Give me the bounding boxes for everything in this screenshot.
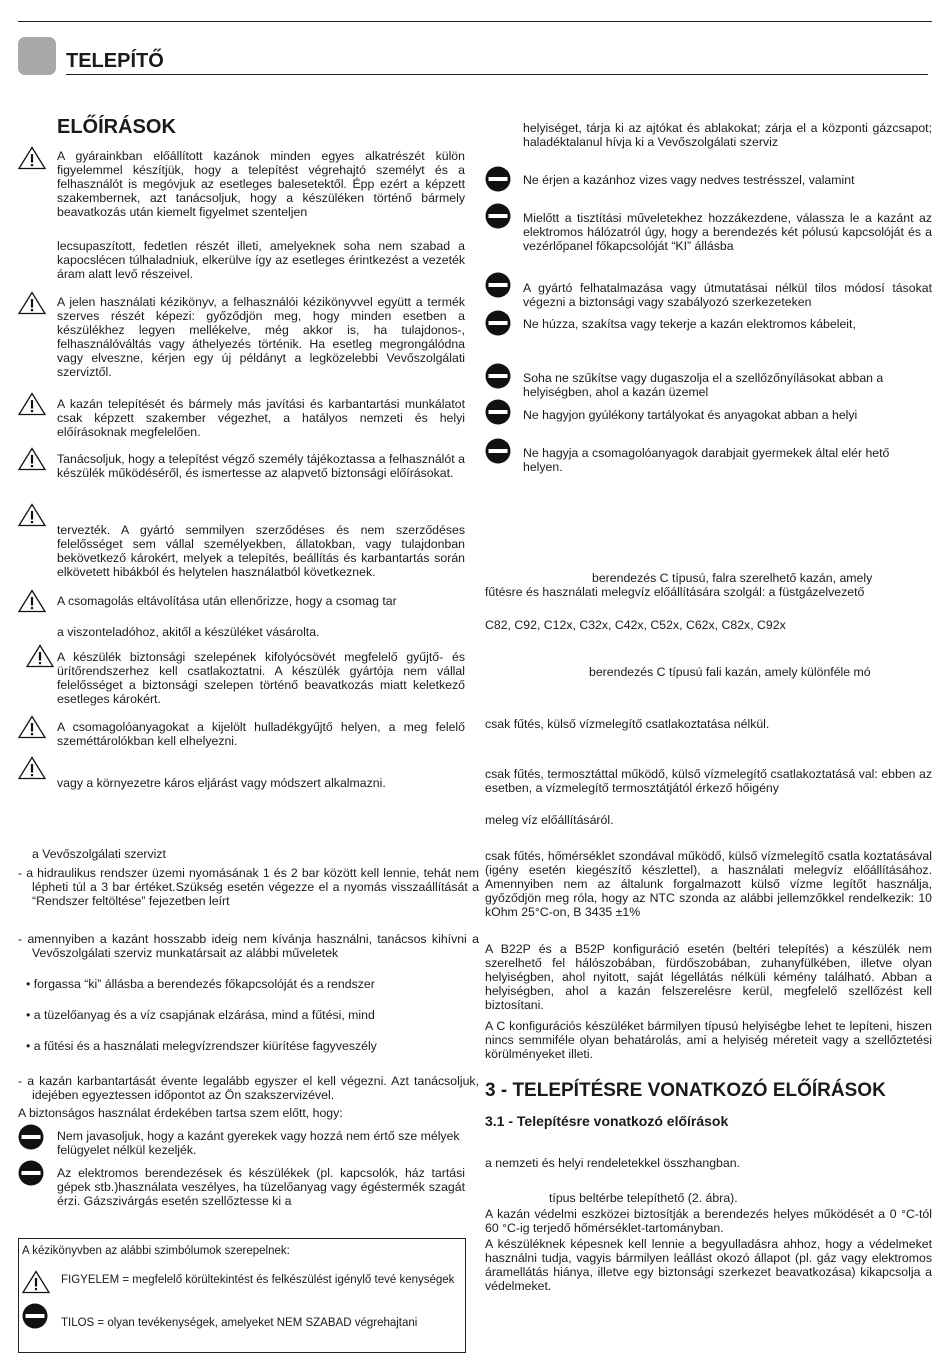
- warning-icon: [22, 1270, 50, 1294]
- forbidden-icon: [485, 399, 511, 425]
- list-subitem: • forgassa “ki” állásba a berendezés főkapcsolóját és a rendszer: [26, 977, 375, 991]
- paragraph: A biztonságos használat érdekében tartsa szem előtt, hogy:: [18, 1106, 343, 1120]
- subsection-heading-3-1: 3.1 - Telepítésre vonatkozó előírások: [485, 1113, 729, 1129]
- list-subitem: • a fűtési és a használati melegvízrendszer kiürítése fagyveszély: [26, 1039, 377, 1053]
- paragraph: A gyártó felhatalmazása vagy útmutatásai nélkül tilos módosí tásokat végezni a biztonsági vagy szabályozó szerkezeteken: [523, 281, 932, 309]
- warning-icon: [18, 756, 46, 780]
- paragraph: Az elektromos berendezések és készülékek (pl. kapcsolók, ház tartási gépek stb.)használata veszélyes, ha tüzelőanyag vagy égéstermék szagát érzi. Gázszivárgás esetén szellőztesse ki a: [57, 1166, 465, 1208]
- forbidden-icon: [22, 1303, 48, 1329]
- paragraph: a nemzeti és helyi rendeletekkel összhangban.: [485, 1156, 740, 1170]
- paragraph: berendezés C típusú, falra szerelhető kazán, amely: [592, 571, 873, 585]
- list-subitem: • a tüzelőanyag és a víz csapjának elzárása, mind a fűtési, mind: [26, 1008, 375, 1022]
- paragraph: A kazán telepítését és bármely más javítási és karbantartási munkálatot csak képzett szakember végezhet, a hatályos nemzeti és helyi előírásoknak megfelelően.: [57, 397, 465, 439]
- warning-icon: [18, 715, 46, 739]
- warning-icon: [18, 447, 46, 471]
- forbidden-icon: [485, 203, 511, 229]
- paragraph: meleg víz előállításáról.: [485, 813, 614, 827]
- forbidden-icon: [485, 166, 511, 192]
- list-item: - a kazán karbantartását évente legalább egyszer el kell végezni. Azt tanácsoljuk, idejében egyeztessen időpontot az Ön szakszervizével.: [18, 1074, 479, 1102]
- warning-icon: [26, 644, 54, 668]
- paragraph: Ne érjen a kazánhoz vizes vagy nedves testrésszel, valamint: [523, 173, 855, 187]
- paragraph: Tanácsoljuk, hogy a telepítést végző személy tájékoztassa a felhasználót a készülék működéséről, és ismertesse az alapvető biztonsági előírásokat.: [57, 452, 465, 480]
- warning-icon: [18, 503, 46, 527]
- section-heading-eloirasok: ELŐÍRÁSOK: [57, 116, 176, 138]
- paragraph: tervezték. A gyártó semmilyen szerződéses és nem szerződéses felelősséget sem vállal személyekben, állatokban, vagy tulajdonban bekövetkező károkért, melyek a telepítés, beállítás és karbantartás során elkövetett hibákból és helytelen használatból következnek.: [57, 523, 465, 579]
- forbidden-icon: [485, 272, 511, 298]
- paragraph: vagy a környezetre káros eljárást vagy módszert alkalmazni.: [57, 776, 386, 790]
- paragraph: A C konfigurációs készüléket bármilyen típusú helyiségbe lehet te lepíteni, hiszen nincs semmiféle olyan behatárolás, ami a helyiség méreteit vagy a szellőztetési körülményeket illeti.: [485, 1019, 932, 1061]
- paragraph: A csomagolás eltávolítása után ellenőrizze, hogy a csomag tar: [57, 594, 397, 608]
- configuration-list: C82, C92, C12x, C32x, C42x, C52x, C62x, C82x, C92x: [485, 618, 786, 632]
- forbidden-icon: [485, 363, 511, 389]
- title-underline: [66, 74, 928, 75]
- paragraph: Mielőtt a tisztítási műveletekhez hozzákezdene, válassza le a kazánt az elektromos hálózatról úgy, hogy a berendezés két pólusú kapcsolóját és a vezérlőpanel főkapcsolóját “KI” állásba: [523, 211, 932, 253]
- paragraph: a viszonteladóhoz, akitől a készüléket vásárolta.: [57, 625, 320, 639]
- forbidden-icon: [18, 1160, 44, 1186]
- paragraph: A jelen használati kézikönyv, a felhasználói kézikönyvvel együtt a termék szerves részét képezi: győződjön meg, hogy minden esetben a készülékhez legyen mellékelve, még akkor is, ha tulajdonos-, felhasználóváltás vagy áthelyezés történik. Ha esetleg megrongálódna vagy elveszne, kérjen egy új példányt a legközelebbi Vevőszolgálati szerviztől.: [57, 295, 465, 379]
- paragraph: csak fűtés, külső vízmelegítő csatlakoztatása nélkül.: [485, 717, 770, 731]
- paragraph: helyiséget, tárja ki az ajtókat és ablakokat; zárja el a központi gázcsapot; haladéktalanul hívja ki a Vevőszolgálati szerviz: [523, 121, 932, 149]
- legend-warning: FIGYELEM = megfelelő körültekintést és felkészülést igénylő tevé kenységek: [61, 1274, 455, 1286]
- forbidden-icon: [485, 310, 511, 336]
- paragraph: A gyárainkban előállított kazánok minden egyes alkatrészét külön figyelemmel készítjük, hogy a telepítést végrehajtó személyt és a felhasználót is megóvjuk az esetleges balesetektől. Épp ezért a képzett szakembernek, azt tanácsoljuk, hogy a készüléken történő bármely beavatkozás után kiemelt figyelmet szenteljen: [57, 149, 465, 219]
- forbidden-icon: [485, 438, 511, 464]
- paragraph: A készüléknek képesnek kell lennie a begyulladásra ahhoz, hogy a védelmeket használni tudja, vagyis bármilyen leállást okozó állapot (pl. gáz vagy elektromos áramellátás hiánya, illetve egy biztonsági szerkezet beavatkozása) kikapcsolja a védelmeket.: [485, 1237, 932, 1293]
- warning-icon: [18, 146, 46, 170]
- legend-forbidden: TILOS = olyan tevékenységek, amelyeket NEM SZABAD végrehajtani: [61, 1317, 418, 1329]
- paragraph: lecsupaszított, fedetlen részét illeti, amelyeknek soha nem szabad a kapocslécen túlhaladniuk, elkerülve így az esetleges érintkezést a vezeték áram alatt levő részeivel.: [57, 239, 465, 281]
- paragraph: fűtésre és használati melegvíz előállítására szolgál: a füstgázelvezető: [485, 585, 865, 599]
- paragraph: a Vevőszolgálati szervizt: [32, 847, 166, 861]
- warning-icon: [18, 291, 46, 315]
- paragraph: Nem javasoljuk, hogy a kazánt gyerekek vagy hozzá nem értő sze mélyek felügyelet nélkül kezeljék.: [57, 1129, 460, 1157]
- paragraph: csak fűtés, hőmérséklet szondával működő, külső vízmelegítő csatla koztatásával (igény esetén kiegészítő készlettel), a használati melegvíz előállításához. Amennyiben nem az általunk forgalmazott külső vízme legítőt használja, győződjön meg róla, hogy az NTC szonda az alábbi jellemzőkkel rendelkezik: 10 kOhm 25°C-on, B 3435 ±1%: [485, 849, 932, 919]
- paragraph: A kazán védelmi eszközei biztosítják a berendezés helyes működését a 0 °C-tól 60 °C-ig terjedő hőmérséklet-tartományban.: [485, 1207, 932, 1235]
- paragraph: berendezés C típusú fali kazán, amely különféle mó: [589, 665, 871, 679]
- top-rule: [18, 21, 932, 22]
- warning-icon: [18, 392, 46, 416]
- chapter-tab: [18, 37, 56, 75]
- list-item: - amennyiben a kazánt hosszabb ideig nem kívánja használni, tanácsos kihívni a Vevőszolgálati szerviz munkatársait az alábbi műveletek: [18, 932, 479, 960]
- paragraph: típus beltérbe telepíthető (2. ábra).: [549, 1191, 738, 1205]
- forbidden-icon: [18, 1124, 44, 1150]
- legend-title: A kézikönyvben az alábbi szimbólumok szerepelnek:: [22, 1245, 290, 1257]
- warning-icon: [18, 589, 46, 613]
- paragraph: A készülék biztonsági szelepének kifolyócsövét megfelelő gyűjtő- és ürítőrendszerhez kell csatlakoztatni. A készülék gyártója nem vállal felelősséget a biztonsági szelepen történő beavatkozás miatt keletkező esetleges károkért.: [57, 650, 465, 706]
- paragraph: Ne hagyja a csomagolóanyagok darabjait gyermekek által elér hető helyen.: [523, 446, 890, 474]
- list-item: - a hidraulikus rendszer üzemi nyomásának 1 és 2 bar között kell lennie, tehát nem lépheti túl a 3 bar értéket.Szükség esetén végezze el a nyomás visszaállítását a “Rendszer feltöltése” fejezetben leírt: [18, 866, 479, 908]
- page-title: TELEPÍTŐ: [66, 50, 164, 72]
- paragraph: csak fűtés, termosztáttal működő, külső vízmelegítő csatlakoztatásá val: ebben az esetben, a vízmelegítő termosztátjától érkező hőigény: [485, 767, 932, 795]
- section-heading-3: 3 - TELEPÍTÉSRE VONATKOZÓ ELŐÍRÁSOK: [485, 1080, 886, 1101]
- paragraph: Soha ne szűkítse vagy dugaszolja el a szellőzőnyílásokat abban a helyiségben, ahol a kazán üzemel: [523, 371, 884, 399]
- paragraph: A B22P és a B52P konfiguráció esetén (beltéri telepítés) a készülék nem szerelhető fel hálószobában, fürdőszobában, zuhanyfülkében, illetve olyan helyiségben, ahol nyitott, saját légellátás nélküli kémény található. Abban a helyiségben, ahol a kazán felszerelésre kerül, megfelelő szellőzést kell biztosítani.: [485, 942, 932, 1012]
- paragraph: Ne húzza, szakítsa vagy tekerje a kazán elektromos kábeleit,: [523, 317, 856, 331]
- paragraph: Ne hagyjon gyúlékony tartályokat és anyagokat abban a helyi: [523, 408, 858, 422]
- paragraph: A csomagolóanyagokat a kijelölt hulladékgyűjtő helyen, a meg felelő szeméttárolókban kell elhelyezni.: [57, 720, 465, 748]
